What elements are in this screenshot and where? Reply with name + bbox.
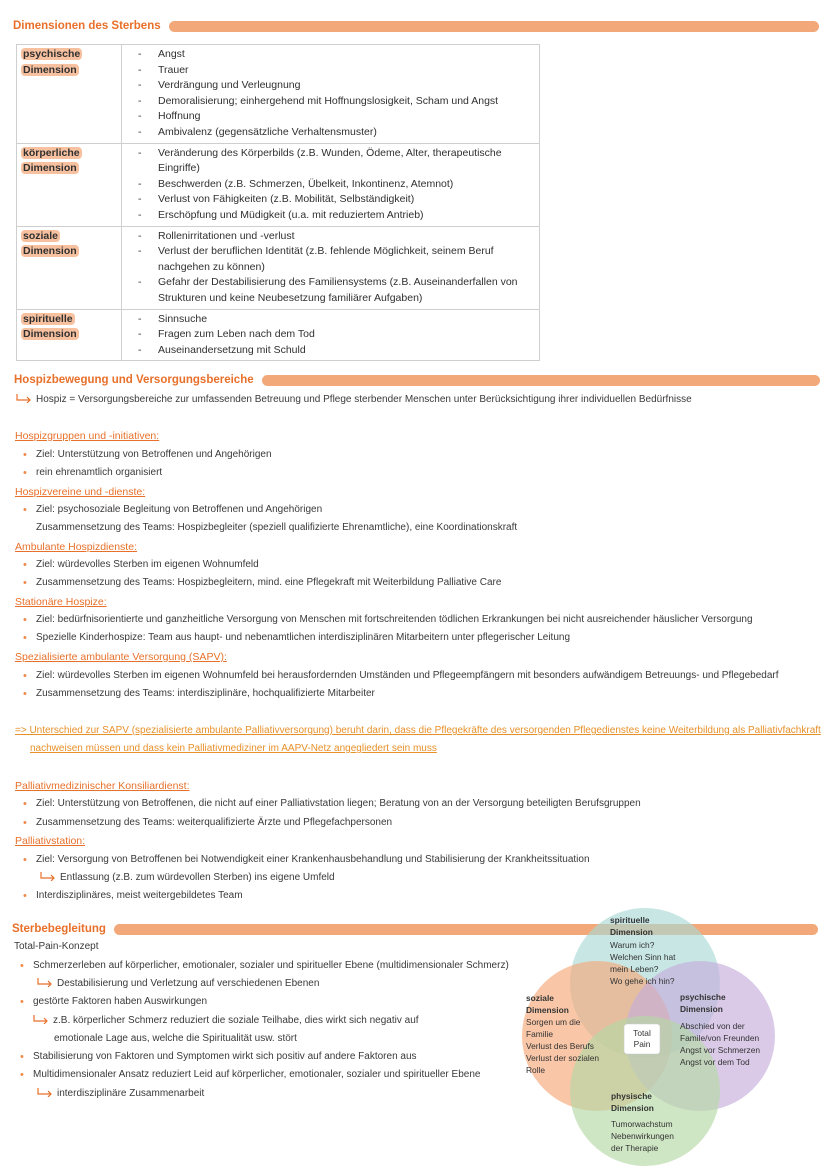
list-item: - Verlust der beruflichen Identität (z.B. fehlende Möglichkeit, seinem Beruf nachgehen zu können) [138, 244, 535, 275]
bullet-item: • Ziel: würdevolles Sterben im eigenen Wohnumfeld bei herausfordernden Umständen und Pflegeempfängern mit besonders aufwändigem Betreuungs- und Pflegebedarf [36, 670, 779, 681]
dimension-name: soziale Dimension [17, 226, 122, 309]
arrow-line: z.B. körperlicher Schmerz reduziert die soziale Teilhabe, dies wirkt sich negativ auf [33, 1015, 419, 1026]
bullet-item: • Spezielle Kinderhospize: Team aus haupt- und nebenamtlichen interdisziplinären Mitarbeitern unter pflegerischer Leitung [36, 632, 570, 643]
dimension-items [122, 309, 540, 361]
physical-line: der Therapie [611, 1143, 659, 1153]
social-line: Rolle [526, 1065, 546, 1075]
list-item: - Fragen zum Leben nach dem Tod [138, 327, 535, 343]
social-title: Dimension [526, 1005, 569, 1015]
list-item: - Verdrängung und Verleugnung [138, 78, 535, 94]
note-line: => Unterschied zur SAPV (spezialisierte ambulante Palliativversorgung) beruht darin, dass die Pflegekräfte des versorgenden Pflegedienstes keine Weiterbildung als Palliativfachkraft [15, 725, 821, 736]
heading-hospizvereine: Hospizvereine und -dienste: [15, 486, 146, 498]
spiritual-line: Welchen Sinn hat [610, 952, 676, 962]
physical-line: Tumorwachstum [611, 1119, 673, 1129]
list-item: - Verlust von Fähigkeiten (z.B. Mobilität, Selbständigkeit) [138, 192, 535, 208]
bullet-item: • Ziel: bedürfnisorientierte und ganzheitliche Versorgung von Menschen mit fortschreitenden tödlichen Erkrankungen bei nicht ausreichender häuslicher Versorgung [36, 614, 753, 625]
section-title: Hospizbewegung und Versorgungsbereiche [14, 374, 254, 386]
physical-line: Nebenwirkungen [611, 1131, 674, 1141]
social-line: Verlust des Berufs [526, 1041, 594, 1051]
physical-title: physische [611, 1091, 652, 1101]
social-line: Verlust der sozialen [526, 1053, 600, 1063]
bullet-item: • Zusammensetzung des Teams: weiterqualifizierte Ärzte und Pflegefachpersonen [36, 817, 392, 828]
spiritual-title: Dimension [610, 927, 653, 937]
concept-title: Total-Pain-Konzept [14, 941, 99, 952]
psychic-line: Angst vor dem Tod [680, 1057, 750, 1067]
arrow-right-icon [33, 1015, 49, 1024]
list-item: - Erschöpfung und Müdigkeit (u.a. mit reduziertem Antrieb) [138, 208, 535, 224]
list-item: - Beschwerden (z.B. Schmerzen, Übelkeit, Inkontinenz, Atemnot) [138, 177, 535, 193]
list-item: - Ambivalenz (gegensätzliche Verhaltensmuster) [138, 125, 535, 141]
bullet-item: • Zusammensetzung des Teams: Hospizbegleitern, mind. eine Pflegekraft mit Weiterbildung Palliative Care [36, 577, 501, 588]
bullet-item: • Ziel: würdevolles Sterben im eigenen Wohnumfeld [36, 559, 259, 570]
arrow-right-icon [37, 978, 53, 987]
physical-title: Dimension [611, 1103, 654, 1113]
heading-hospizgruppen: Hospizgruppen und -initiativen: [15, 430, 160, 442]
arrow-line: Entlassung (z.B. zum würdevollen Sterben) ins eigene Umfeld [40, 872, 335, 883]
dimension-items [122, 226, 540, 309]
bullet-item: • Interdisziplinäres, meist weitergebildetes Team [36, 890, 243, 901]
table-row [17, 309, 540, 361]
list-item: - Sinnsuche [138, 312, 535, 328]
dimensions-table [16, 44, 540, 361]
social-line: Sorgen um die [526, 1017, 581, 1027]
list-item: - Demoralisierung; einhergehend mit Hoffnungslosigkeit, Scham und Angst [138, 94, 535, 110]
table-row [17, 226, 540, 309]
table-row [17, 45, 540, 144]
center-label: Pain [633, 1039, 651, 1049]
dimension-name: spirituelle Dimension [17, 309, 122, 361]
bullet-item: • Ziel: Unterstützung von Betroffenen und Angehörigen [36, 449, 272, 460]
header-bar [169, 21, 819, 32]
bullet-item: • Schmerzerleben auf körperlicher, emotionaler, sozialer und spiritueller Ebene (multidimensionaler Schmerz) [33, 960, 509, 971]
spiritual-line: Warum ich? [610, 940, 655, 950]
list-item: - Angst [138, 47, 535, 63]
section-header-hospiz [14, 374, 820, 386]
list-item: - Auseinandersetzung mit Schuld [138, 343, 535, 359]
arrow-right-icon [16, 394, 32, 403]
note-line: nachweisen müssen und dass kein Palliativmediziner im AAPV-Netz angegliedert sein muss [30, 743, 437, 754]
arrow-right-icon [40, 872, 56, 881]
list-item: - Rollenirritationen und -verlust [138, 229, 535, 245]
psychic-title: psychische [680, 992, 726, 1002]
psychic-line: Famile/von Freunden [680, 1033, 760, 1043]
spiritual-title: spirituelle [610, 915, 650, 925]
list-item: - Veränderung des Körperbilds (z.B. Wunden, Ödeme, Alter, therapeutische Eingriffe) [138, 146, 535, 177]
center-label: Total [633, 1028, 651, 1038]
dimension-name: psychische Dimension [17, 45, 122, 144]
spiritual-line: mein Leben? [610, 964, 659, 974]
psychic-line: Abschied von der [680, 1021, 745, 1031]
bullet-item: • Multidimensionaler Ansatz reduziert Leid auf körperlicher, emotionaler, sozialer und spiritueller Ebene [33, 1069, 480, 1080]
arrow-line: Destabilisierung und Verletzung auf verschiedenen Ebenen [37, 978, 319, 989]
social-title: soziale [526, 993, 554, 1003]
bullet-item: • Ziel: psychosoziale Begleitung von Betroffenen und Angehörigen [36, 504, 322, 515]
bullet-item: • gestörte Faktoren haben Auswirkungen [33, 996, 207, 1007]
bullet-item: • rein ehrenamtlich organisiert [36, 467, 162, 478]
dimension-name: körperliche Dimension [17, 143, 122, 226]
text-line: emotionale Lage aus, welche die Spiritualität usw. stört [54, 1033, 297, 1044]
section-header-dimensionen [13, 20, 819, 32]
arrow-right-icon [37, 1088, 53, 1097]
text-line: Zusammensetzung des Teams: Hospizbegleiter (speziell qualifizierte Ehrenamtliche), eine Koordinationskraft [36, 522, 518, 533]
list-item: - Gefahr der Destabilisierung des Familiensystems (z.B. Auseinanderfallen von Strukturen und keine Neubesetzung familiärer Aufgaben) [138, 275, 535, 306]
heading-konsiliardienst: Palliativmedizinischer Konsiliardienst: [15, 780, 190, 792]
total-pain-venn-diagram [510, 906, 800, 1171]
spiritual-line: Wo gehe ich hin? [610, 976, 675, 986]
psychic-title: Dimension [680, 1004, 723, 1014]
social-line: Familie [526, 1029, 553, 1039]
heading-sapv: Spezialisierte ambulante Versorgung (SAPV): [15, 651, 227, 663]
arrow-line: interdisziplinäre Zusammenarbeit [37, 1088, 204, 1099]
heading-palliativstation: Palliativstation: [15, 835, 86, 847]
list-item: - Hoffnung [138, 109, 535, 125]
list-item: - Trauer [138, 63, 535, 79]
dimension-items [122, 143, 540, 226]
heading-stationaer: Stationäre Hospize: [15, 596, 107, 608]
bullet-item: • Stabilisierung von Faktoren und Symptomen wirkt sich positiv auf andere Faktoren aus [33, 1051, 417, 1062]
bullet-item: • Ziel: Unterstützung von Betroffenen, die nicht auf einer Palliativstation liegen; Beratung von an der Versorgung beteiligten Berufsgruppen [36, 798, 641, 809]
bullet-item: • Zusammensetzung des Teams: interdisziplinäre, hochqualifizierte Mitarbeiter [36, 688, 375, 699]
section-title: Dimensionen des Sterbens [13, 20, 161, 32]
table-row [17, 143, 540, 226]
dimension-items [122, 45, 540, 144]
heading-ambulant: Ambulante Hospizdienste: [15, 541, 137, 553]
section-title: Sterbebegleitung [12, 923, 106, 935]
bullet-item: • Ziel: Versorgung von Betroffenen bei Notwendigkeit einer Krankenhausbehandlung und Stabilisierung der Krankheitssituation [36, 854, 590, 865]
definition-line: Hospiz = Versorgungsbereiche zur umfassenden Betreuung und Pflege sterbender Menschen unter Berücksichtigung ihrer individuellen Bedürfnisse [16, 394, 692, 405]
header-bar [262, 375, 820, 386]
psychic-line: Angst vor Schmerzen [680, 1045, 761, 1055]
